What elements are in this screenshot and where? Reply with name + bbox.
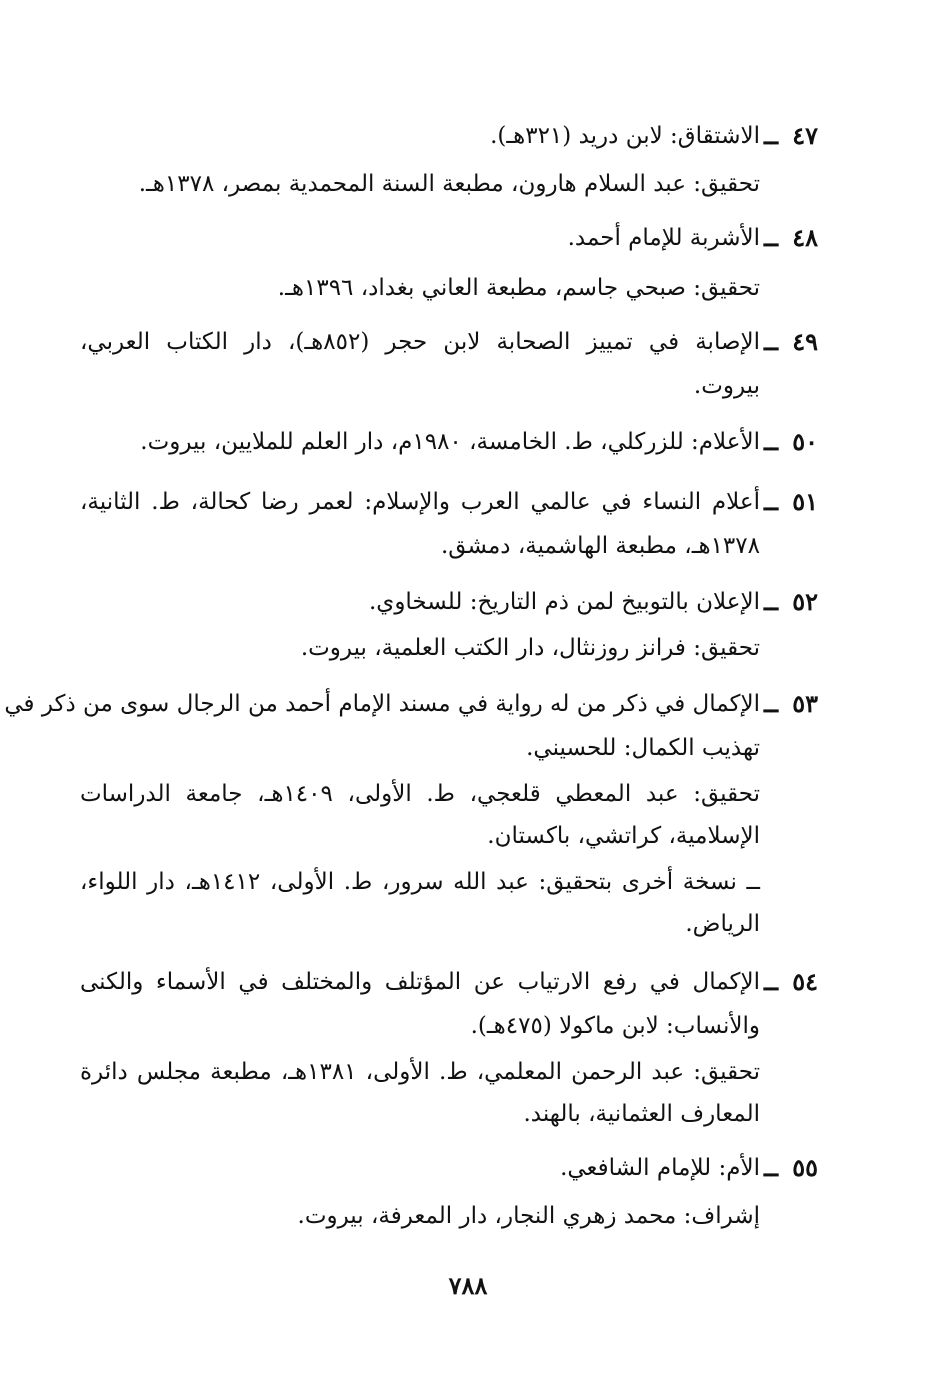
entry-54 bbox=[0, 964, 936, 1012]
entry-dash: ــ bbox=[763, 487, 778, 516]
entry-dash: ــ bbox=[763, 689, 778, 718]
entry-dash: ــ bbox=[763, 223, 778, 252]
entry-number: ٥٣ bbox=[792, 689, 818, 718]
entry-number: ٤٨ bbox=[792, 223, 818, 252]
entry-52 bbox=[0, 584, 936, 632]
entry-title: الاشتقاق: لابن دريد (٣٢١هـ). bbox=[490, 123, 760, 149]
entry-title: أعلام النساء في عالمي العرب والإسلام: لعمر رضا كحالة، ط. الثانية، bbox=[80, 489, 760, 515]
entry-note: إشراف: محمد زهري النجار، دار المعرفة، بيروت. bbox=[297, 1203, 760, 1229]
entry-number: ٥١ bbox=[792, 487, 818, 516]
entry-title: الأم: للإمام الشافعي. bbox=[560, 1155, 760, 1181]
entry-dash: ــ bbox=[763, 121, 778, 150]
entry-dash: ــ bbox=[763, 327, 778, 356]
page-number: ٧٨٨ bbox=[448, 1271, 488, 1300]
entry-note-continued: الإسلامية، كراتشي، باكستان. bbox=[487, 823, 760, 849]
entry-dash: ــ bbox=[763, 1153, 778, 1182]
entry-number: ٤٩ bbox=[792, 327, 818, 356]
entry-note: تحقيق: عبد الرحمن المعلمي، ط. الأولى، ١٣٨١هـ، مطبعة مجلس دائرة bbox=[80, 1059, 760, 1085]
entry-title: الإكمال في رفع الارتياب عن المؤتلف والمختلف في الأسماء والكنى bbox=[80, 969, 760, 995]
entry-note-continued: الرياض. bbox=[685, 911, 760, 937]
entry-note: ــ نسخة أخرى بتحقيق: عبد الله سرور، ط. الأولى، ١٤١٢هـ، دار اللواء، bbox=[80, 869, 760, 895]
entry-note: تحقيق: صبحي جاسم، مطبعة العاني بغداد، ١٣٩٦هـ. bbox=[277, 275, 760, 301]
entry-title: الأعلام: للزركلي، ط. الخامسة، ١٩٨٠م، دار العلم للملايين، بيروت. bbox=[140, 429, 760, 455]
entry-note: تحقيق: عبد السلام هارون، مطبعة السنة المحمدية بمصر، ١٣٧٨هـ. bbox=[138, 171, 760, 197]
entry-title: الإعلان بالتوبيخ لمن ذم التاريخ: للسخاوي. bbox=[369, 589, 760, 615]
entry-dash: ــ bbox=[763, 967, 778, 996]
entry-note: تحقيق: عبد المعطي قلعجي، ط. الأولى، ١٤٠٩هـ، جامعة الدراسات bbox=[80, 781, 760, 807]
entry-48 bbox=[0, 220, 936, 268]
entry-title-continued: تهذيب الكمال: للحسيني. bbox=[526, 735, 760, 761]
entry-55 bbox=[0, 1150, 936, 1198]
entry-49 bbox=[0, 324, 936, 372]
entry-number: ٤٧ bbox=[792, 121, 818, 150]
entry-50 bbox=[0, 424, 936, 472]
entry-53 bbox=[0, 686, 936, 734]
entry-title: الإكمال في ذكر من له رواية في مسند الإمام أحمد من الرجال سوى من ذكر في bbox=[4, 691, 760, 717]
entry-note: تحقيق: فرانز روزنثال، دار الكتب العلمية، بيروت. bbox=[300, 635, 760, 661]
entry-number: ٥٥ bbox=[792, 1153, 818, 1182]
entry-title: الإصابة في تمييز الصحابة لابن حجر (٨٥٢هـ)، دار الكتاب العربي، bbox=[80, 329, 760, 355]
entry-title-continued: بيروت. bbox=[693, 373, 760, 399]
entry-dash: ــ bbox=[763, 587, 778, 616]
entry-number: ٥٠ bbox=[792, 427, 818, 456]
entry-number: ٥٢ bbox=[792, 587, 818, 616]
entry-51 bbox=[0, 484, 936, 532]
entry-47 bbox=[0, 118, 936, 166]
entry-dash: ــ bbox=[763, 427, 778, 456]
entry-title-continued: ١٣٧٨هـ، مطبعة الهاشمية، دمشق. bbox=[440, 533, 760, 559]
entry-title: الأشربة للإمام أحمد. bbox=[567, 225, 760, 251]
entry-title-continued: والأنساب: لابن ماكولا (٤٧٥هـ). bbox=[470, 1013, 760, 1039]
entry-note-continued: المعارف العثمانية، بالهند. bbox=[523, 1101, 760, 1127]
entry-number: ٥٤ bbox=[792, 967, 818, 996]
